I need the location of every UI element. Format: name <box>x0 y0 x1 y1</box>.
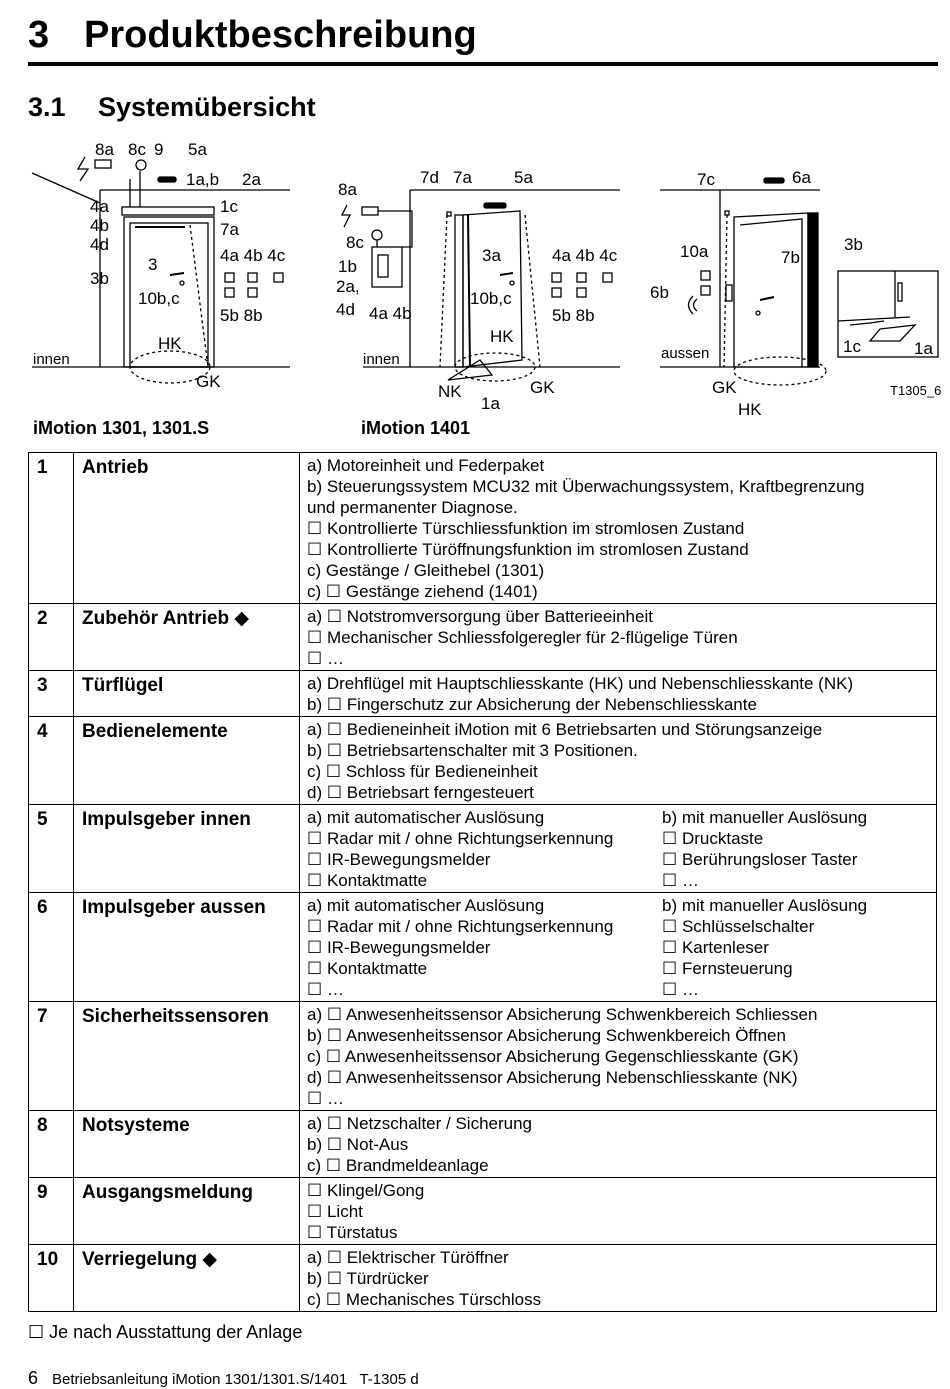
label-1c: 1c <box>220 197 238 216</box>
table-row <box>29 1178 937 1245</box>
label-innen: innen <box>33 351 70 368</box>
table-row <box>29 1002 937 1111</box>
description-line: b) ☐ Anwesenheitssensor Absicherung Schwenkbereich Öffnen <box>307 1026 786 1045</box>
row-title: Impulsgeber aussen <box>74 893 300 1002</box>
description-line: ☐ … <box>307 980 344 999</box>
label-aussen: aussen <box>661 345 710 362</box>
label-7c: 7c <box>697 170 715 189</box>
caption-imotion-1401: iMotion 1401 <box>361 418 471 438</box>
label-8a-mid: 8a <box>338 180 357 199</box>
description-line: b) ☐ Fingerschutz zur Absicherung der Nebenschliesskante <box>307 695 757 714</box>
label-hk: HK <box>158 334 182 353</box>
description-line: d) ☐ Betriebsart ferngesteuert <box>307 783 534 802</box>
row-description <box>300 1178 937 1245</box>
label-3a: 3a <box>482 246 501 265</box>
label-8c-mid: 8c <box>346 233 364 252</box>
row-title: Bedienelemente <box>74 717 300 805</box>
row-title: Sicherheitssensoren <box>74 1002 300 1111</box>
description-line: c) ☐ Mechanisches Türschloss <box>307 1290 542 1309</box>
table-row <box>29 1245 937 1312</box>
row-title: Zubehör Antrieb ◆ <box>74 604 300 671</box>
label-panel-bottom: 5b 8b <box>220 306 263 325</box>
description-line: ☐ … <box>307 1089 344 1108</box>
row-number: 1 <box>29 453 74 604</box>
label-10bc-mid: 10b,c <box>470 289 512 308</box>
label-6a: 6a <box>792 168 811 187</box>
description-column-a <box>307 807 662 891</box>
table-row <box>29 805 937 893</box>
row-number: 9 <box>29 1178 74 1245</box>
section-title: Systemübersicht <box>98 92 316 122</box>
table-row <box>29 1111 937 1178</box>
description-line: ☐ Schlüsselschalter <box>662 917 815 936</box>
description-line: a) ☐ Bedieneinheit iMotion mit 6 Betriebsarten und Störungsanzeige <box>307 720 823 739</box>
label-4b: 4b <box>90 216 109 235</box>
chapter-heading <box>28 10 938 66</box>
section-number: 3.1 <box>28 92 66 122</box>
description-line: ☐ Kontrollierte Türschliessfunktion im stromlosen Zustand <box>307 519 745 538</box>
label-5a: 5a <box>188 140 207 159</box>
description-line: ☐ Drucktaste <box>662 829 764 848</box>
description-line: ☐ Fernsteuerung <box>662 959 793 978</box>
row-description <box>300 1245 937 1312</box>
label-9: 9 <box>154 140 164 159</box>
label-4a4b: 4a 4b <box>369 304 412 323</box>
description-line: c) Gestänge / Gleithebel (1301) <box>307 561 545 580</box>
row-title: Antrieb <box>74 453 300 604</box>
legend: ☐ Je nach Ausstattung der Anlage <box>28 1322 303 1342</box>
description-line: und permanenter Diagnose. <box>307 498 518 517</box>
row-title: Notsysteme <box>74 1111 300 1178</box>
label-3b: 3b <box>90 269 109 288</box>
row-description <box>300 604 937 671</box>
table-row <box>29 604 937 671</box>
label-8a: 8a <box>95 140 114 159</box>
description-line: a) ☐ Anwesenheitssensor Absicherung Schwenkbereich Schliessen <box>307 1005 818 1024</box>
page-footer <box>28 1368 419 1389</box>
label-7a-mid: 7a <box>453 168 472 187</box>
row-description <box>300 671 937 717</box>
description-line: ☐ IR-Bewegungsmelder <box>307 938 491 957</box>
description-line: c) ☐ Anwesenheitssensor Absicherung Gegenschliesskante (GK) <box>307 1047 799 1066</box>
table-row <box>29 893 937 1002</box>
page-number: 6 <box>28 1368 39 1388</box>
chapter-number: 3 <box>28 14 50 56</box>
description-line: b) mit manueller Auslösung <box>662 808 868 827</box>
description-line: ☐ IR-Bewegungsmelder <box>307 850 491 869</box>
label-7b: 7b <box>781 248 800 267</box>
section-heading <box>28 92 316 123</box>
description-line: d) ☐ Anwesenheitssensor Absicherung Nebenschliesskante (NK) <box>307 1068 798 1087</box>
label-2a-mid: 2a, <box>336 277 360 296</box>
description-line: b) mit manueller Auslösung <box>662 896 868 915</box>
description-line: b) Steuerungssystem MCU32 mit Überwachungssystem, Kraftbegrenzung <box>307 477 865 496</box>
description-line: ☐ Licht <box>307 1202 363 1221</box>
description-line: a) Drehflügel mit Hauptschliesskante (HK) und Nebenschliesskante (NK) <box>307 674 854 693</box>
description-line: a) mit automatischer Auslösung <box>307 808 545 827</box>
description-line: ☐ … <box>662 871 699 890</box>
label-7a: 7a <box>220 220 239 239</box>
description-line: b) ☐ Betriebsartenschalter mit 3 Positionen. <box>307 741 638 760</box>
row-number: 2 <box>29 604 74 671</box>
description-line: a) ☐ Notstromversorgung über Batterieeinheit <box>307 607 653 626</box>
label-gk-mid: GK <box>530 378 555 397</box>
label-10a: 10a <box>680 242 709 261</box>
row-description <box>300 1002 937 1111</box>
description-line: a) mit automatischer Auslösung <box>307 896 545 915</box>
label-1ab: 1a,b <box>186 170 220 189</box>
row-number: 7 <box>29 1002 74 1111</box>
label-gk: GK <box>196 372 221 391</box>
figure-code: T1305_6 <box>890 383 942 398</box>
description-line: c) ☐ Gestänge ziehend (1401) <box>307 582 538 601</box>
description-line: a) ☐ Netzschalter / Sicherung <box>307 1114 533 1133</box>
description-line: ☐ Kartenleser <box>662 938 769 957</box>
row-number: 4 <box>29 717 74 805</box>
description-line: ☐ Klingel/Gong <box>307 1181 425 1200</box>
label-10bc: 10b,c <box>138 289 180 308</box>
component-table <box>28 452 937 1312</box>
row-title: Türflügel <box>74 671 300 717</box>
row-title: Verriegelung ◆ <box>74 1245 300 1312</box>
description-line: c) ☐ Schloss für Bedieneinheit <box>307 762 538 781</box>
label-1a-mid: 1a <box>481 394 500 413</box>
description-line: b) ☐ Not-Aus <box>307 1135 409 1154</box>
row-title: Impulsgeber innen <box>74 805 300 893</box>
label-3b-right: 3b <box>844 235 863 254</box>
description-line: ☐ Kontaktmatte <box>307 871 428 890</box>
label-gk-right: GK <box>712 378 737 397</box>
label-6b: 6b <box>650 283 669 302</box>
label-panel-bottom-mid: 5b 8b <box>552 306 595 325</box>
table-row <box>29 671 937 717</box>
description-line: ☐ Kontaktmatte <box>307 959 428 978</box>
table-row <box>29 717 937 805</box>
description-line: ☐ … <box>662 980 699 999</box>
row-title: Ausgangsmeldung <box>74 1178 300 1245</box>
label-3: 3 <box>148 255 158 274</box>
row-description <box>300 453 937 604</box>
row-number: 10 <box>29 1245 74 1312</box>
label-4d-mid: 4d <box>336 300 355 319</box>
label-hk-mid: HK <box>490 327 514 346</box>
row-number: 8 <box>29 1111 74 1178</box>
label-panel-top: 4a 4b 4c <box>220 246 286 265</box>
row-number: 5 <box>29 805 74 893</box>
footer-text: Betriebsanleitung iMotion 1301/1301.S/1401 T-1305 d <box>52 1371 419 1388</box>
label-4d: 4d <box>90 235 109 254</box>
system-overview-figure <box>0 135 950 415</box>
description-column-b <box>662 895 867 1000</box>
description-line: a) Motoreinheit und Federpaket <box>307 456 545 475</box>
label-hk-right: HK <box>738 400 762 415</box>
table-row <box>29 453 937 604</box>
label-4a: 4a <box>90 197 109 216</box>
description-line: ☐ Radar mit / ohne Richtungserkennung <box>307 917 614 936</box>
description-column-b <box>662 807 867 891</box>
chapter-title: Produktbeschreibung <box>84 14 477 56</box>
caption-imotion-1301: iMotion 1301, 1301.S <box>33 418 210 438</box>
description-line: ☐ Mechanischer Schliessfolgeregler für 2-flügelige Türen <box>307 628 738 647</box>
label-1c-right: 1c <box>843 337 861 356</box>
description-column-a <box>307 895 662 1000</box>
row-description <box>300 717 937 805</box>
description-line: ☐ … <box>307 649 344 668</box>
description-line: ☐ Kontrollierte Türöffnungsfunktion im stromlosen Zustand <box>307 540 749 559</box>
label-1b: 1b <box>338 257 357 276</box>
label-5a-mid: 5a <box>514 168 533 187</box>
description-line: ☐ Berührungsloser Taster <box>662 850 858 869</box>
label-panel-top-mid: 4a 4b 4c <box>552 246 618 265</box>
row-number: 6 <box>29 893 74 1002</box>
row-description <box>300 893 937 1002</box>
label-2a: 2a <box>242 170 261 189</box>
description-line: b) ☐ Türdrücker <box>307 1269 429 1288</box>
label-innen-mid: innen <box>363 351 400 368</box>
row-description <box>300 805 937 893</box>
description-line: a) ☐ Elektrischer Türöffner <box>307 1248 509 1267</box>
label-7d: 7d <box>420 168 439 187</box>
row-number: 3 <box>29 671 74 717</box>
row-description <box>300 1111 937 1178</box>
label-1a-right: 1a <box>914 339 933 358</box>
description-line: ☐ Türstatus <box>307 1223 398 1242</box>
label-8c: 8c <box>128 140 146 159</box>
label-nk: NK <box>438 382 462 401</box>
description-line: c) ☐ Brandmeldeanlage <box>307 1156 489 1175</box>
description-line: ☐ Radar mit / ohne Richtungserkennung <box>307 829 614 848</box>
